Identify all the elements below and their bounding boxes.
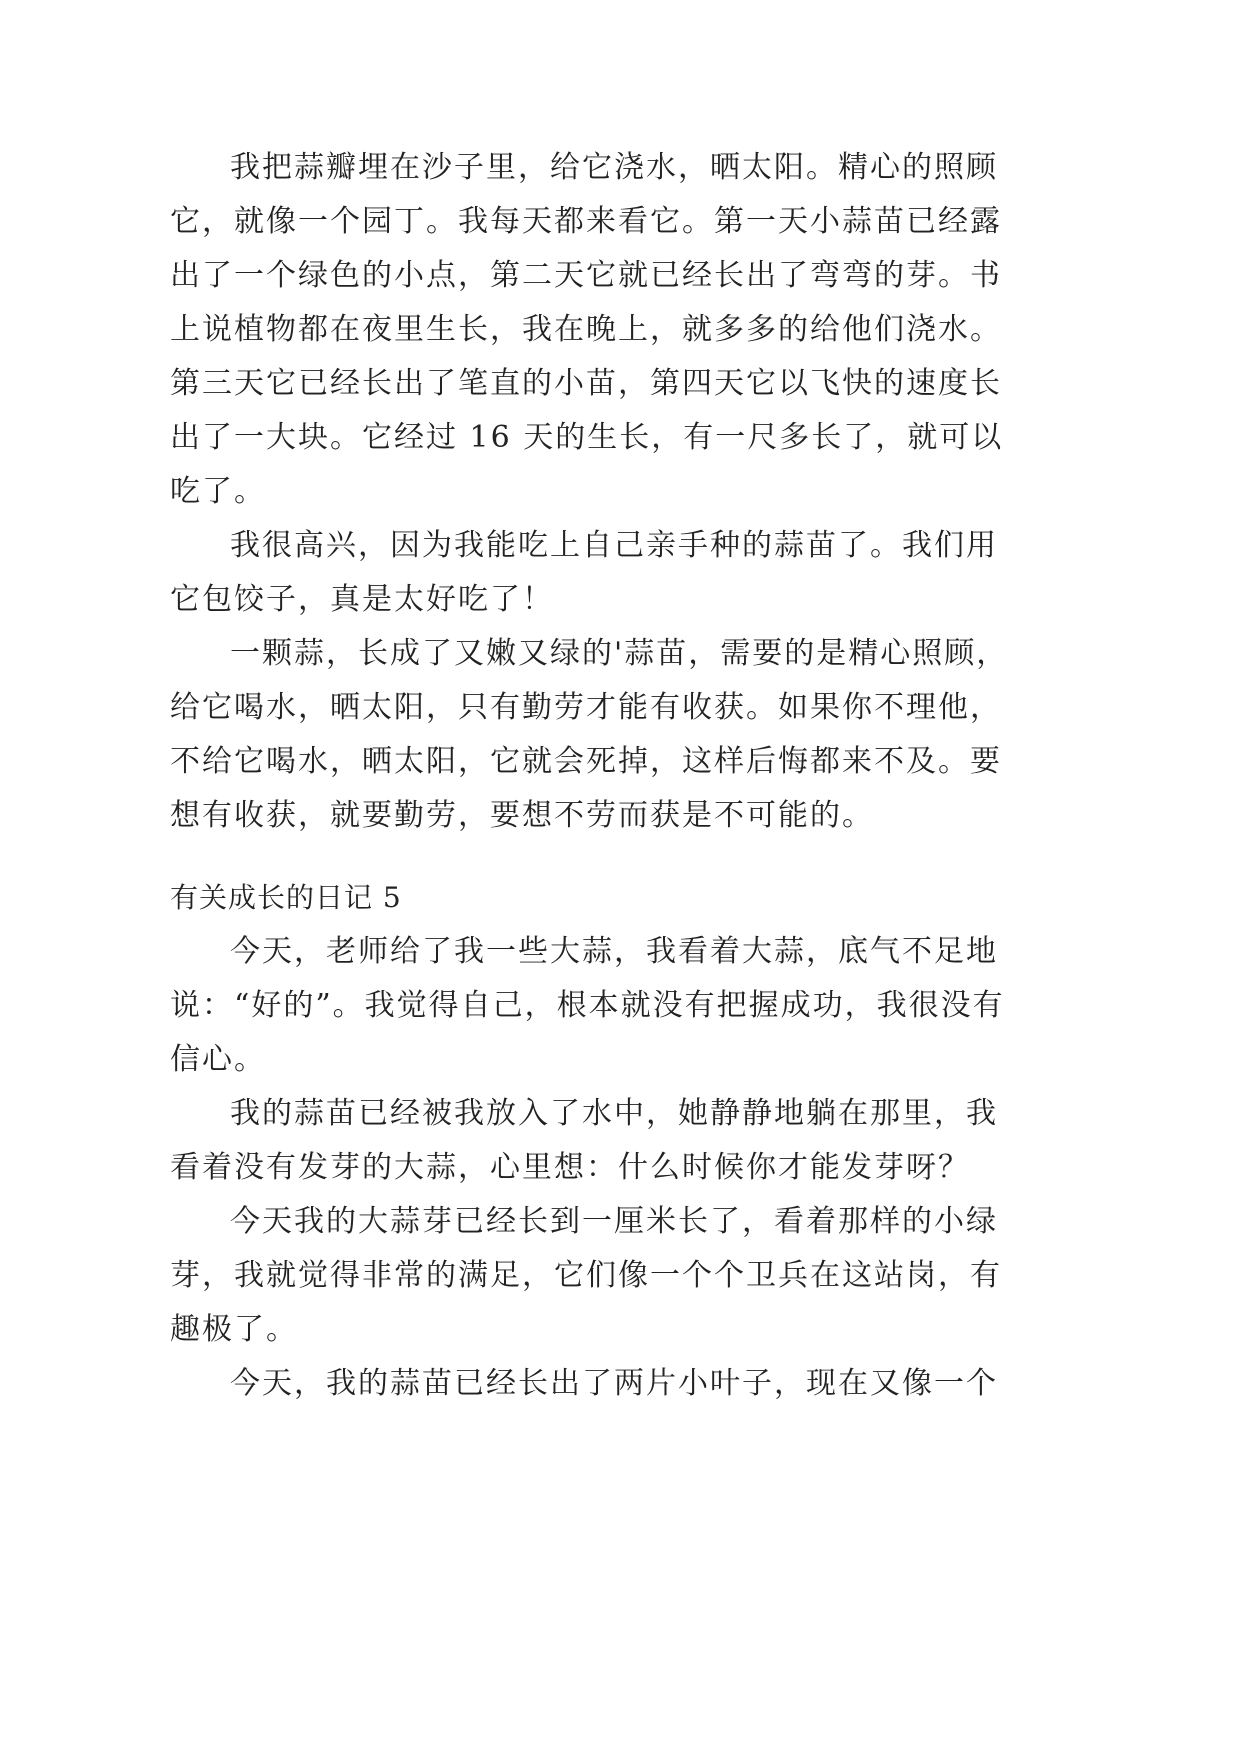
text-line: 芽，我就觉得非常的满足，它们像一个个卫兵在这站岗，有 (170, 1258, 1002, 1293)
text-line: 它包饺子，真是太好吃了！ (170, 582, 554, 617)
text-line: 它，就像一个园丁。我每天都来看它。第一天小蒜苗已经露 (170, 204, 1002, 239)
text-line: 今天，老师给了我一些大蒜，我看着大蒜，底气不足地 (230, 934, 998, 969)
text-line: 今天，我的蒜苗已经长出了两片小叶子，现在又像一个 (230, 1366, 998, 1401)
text-line: 趣极了。 (170, 1312, 298, 1347)
text-line: 一颗蒜，长成了又嫩又绿的'蒜苗，需要的是精心照顾， (230, 636, 1009, 671)
text-line: 吃了。 (170, 474, 266, 509)
text-line: 出了一大块。它经过 16 天的生长，有一尺多长了，就可以 (170, 420, 1004, 455)
section-heading: 有关成长的日记 5 (170, 881, 402, 914)
text-line: 信心。 (170, 1042, 266, 1077)
text-line: 看着没有发芽的大蒜，心里想：什么时候你才能发芽呀？ (170, 1150, 970, 1185)
text-line: 给它喝水，晒太阳，只有勤劳才能有收获。如果你不理他， (170, 690, 1002, 725)
text-line: 今天我的大蒜芽已经长到一厘米长了，看着那样的小绿 (230, 1204, 998, 1239)
text-line: 我很高兴，因为我能吃上自己亲手种的蒜苗了。我们用 (230, 528, 998, 563)
text-line: 说：“好的”。我觉得自己，根本就没有把握成功，我很没有 (170, 988, 1005, 1023)
text-line: 出了一个绿色的小点，第二天它就已经长出了弯弯的芽。书 (170, 258, 1002, 293)
text-line: 第三天它已经长出了笔直的小苗，第四天它以飞快的速度长 (170, 366, 1002, 401)
text-line: 不给它喝水，晒太阳，它就会死掉，这样后悔都来不及。要 (170, 744, 1002, 779)
text-line: 我的蒜苗已经被我放入了水中，她静静地躺在那里，我 (230, 1096, 998, 1131)
text-line: 我把蒜瓣埋在沙子里，给它浇水，晒太阳。精心的照顾 (230, 150, 998, 185)
text-line: 上说植物都在夜里生长，我在晚上，就多多的给他们浇水。 (170, 312, 1002, 347)
text-line: 想有收获，就要勤劳，要想不劳而获是不可能的。 (170, 798, 874, 833)
